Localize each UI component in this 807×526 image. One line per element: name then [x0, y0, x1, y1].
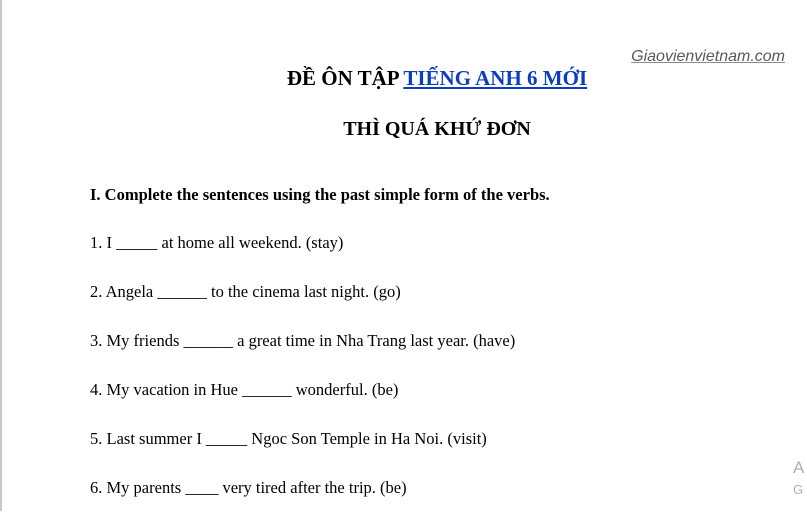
question-1: 1. I _____ at home all weekend. (stay): [90, 233, 344, 252]
cut-off-side-text: [793, 458, 807, 500]
document-title: [0, 66, 807, 91]
watermark: Giaovienvietnam.com: [631, 48, 785, 65]
question-list: [90, 232, 515, 526]
section-heading: I. Complete the sentences using the past simple form of the verbs.: [90, 185, 550, 204]
document-subtitle: THÌ QUÁ KHỨ ĐƠN: [343, 118, 531, 140]
title-prefix: ĐỀ ÔN TẬP: [286, 66, 404, 90]
cut-off-letter-g: G: [793, 482, 804, 497]
question-6: 6. My parents ____ very tired after the trip. (be): [90, 478, 407, 497]
cut-off-letter-a: A: [793, 458, 805, 477]
question-5: 5. Last summer I _____ Ngoc Son Temple in Ha Noi. (visit): [90, 429, 487, 448]
title-link[interactable]: TIẾNG ANH 6 MỚI: [403, 66, 588, 90]
question-3: 3. My friends ______ a great time in Nha Trang last year. (have): [90, 331, 516, 350]
question-4: 4. My vacation in Hue ______ wonderful. (be): [90, 380, 399, 399]
question-2: 2. Angela ______ to the cinema last night. (go): [90, 282, 401, 301]
